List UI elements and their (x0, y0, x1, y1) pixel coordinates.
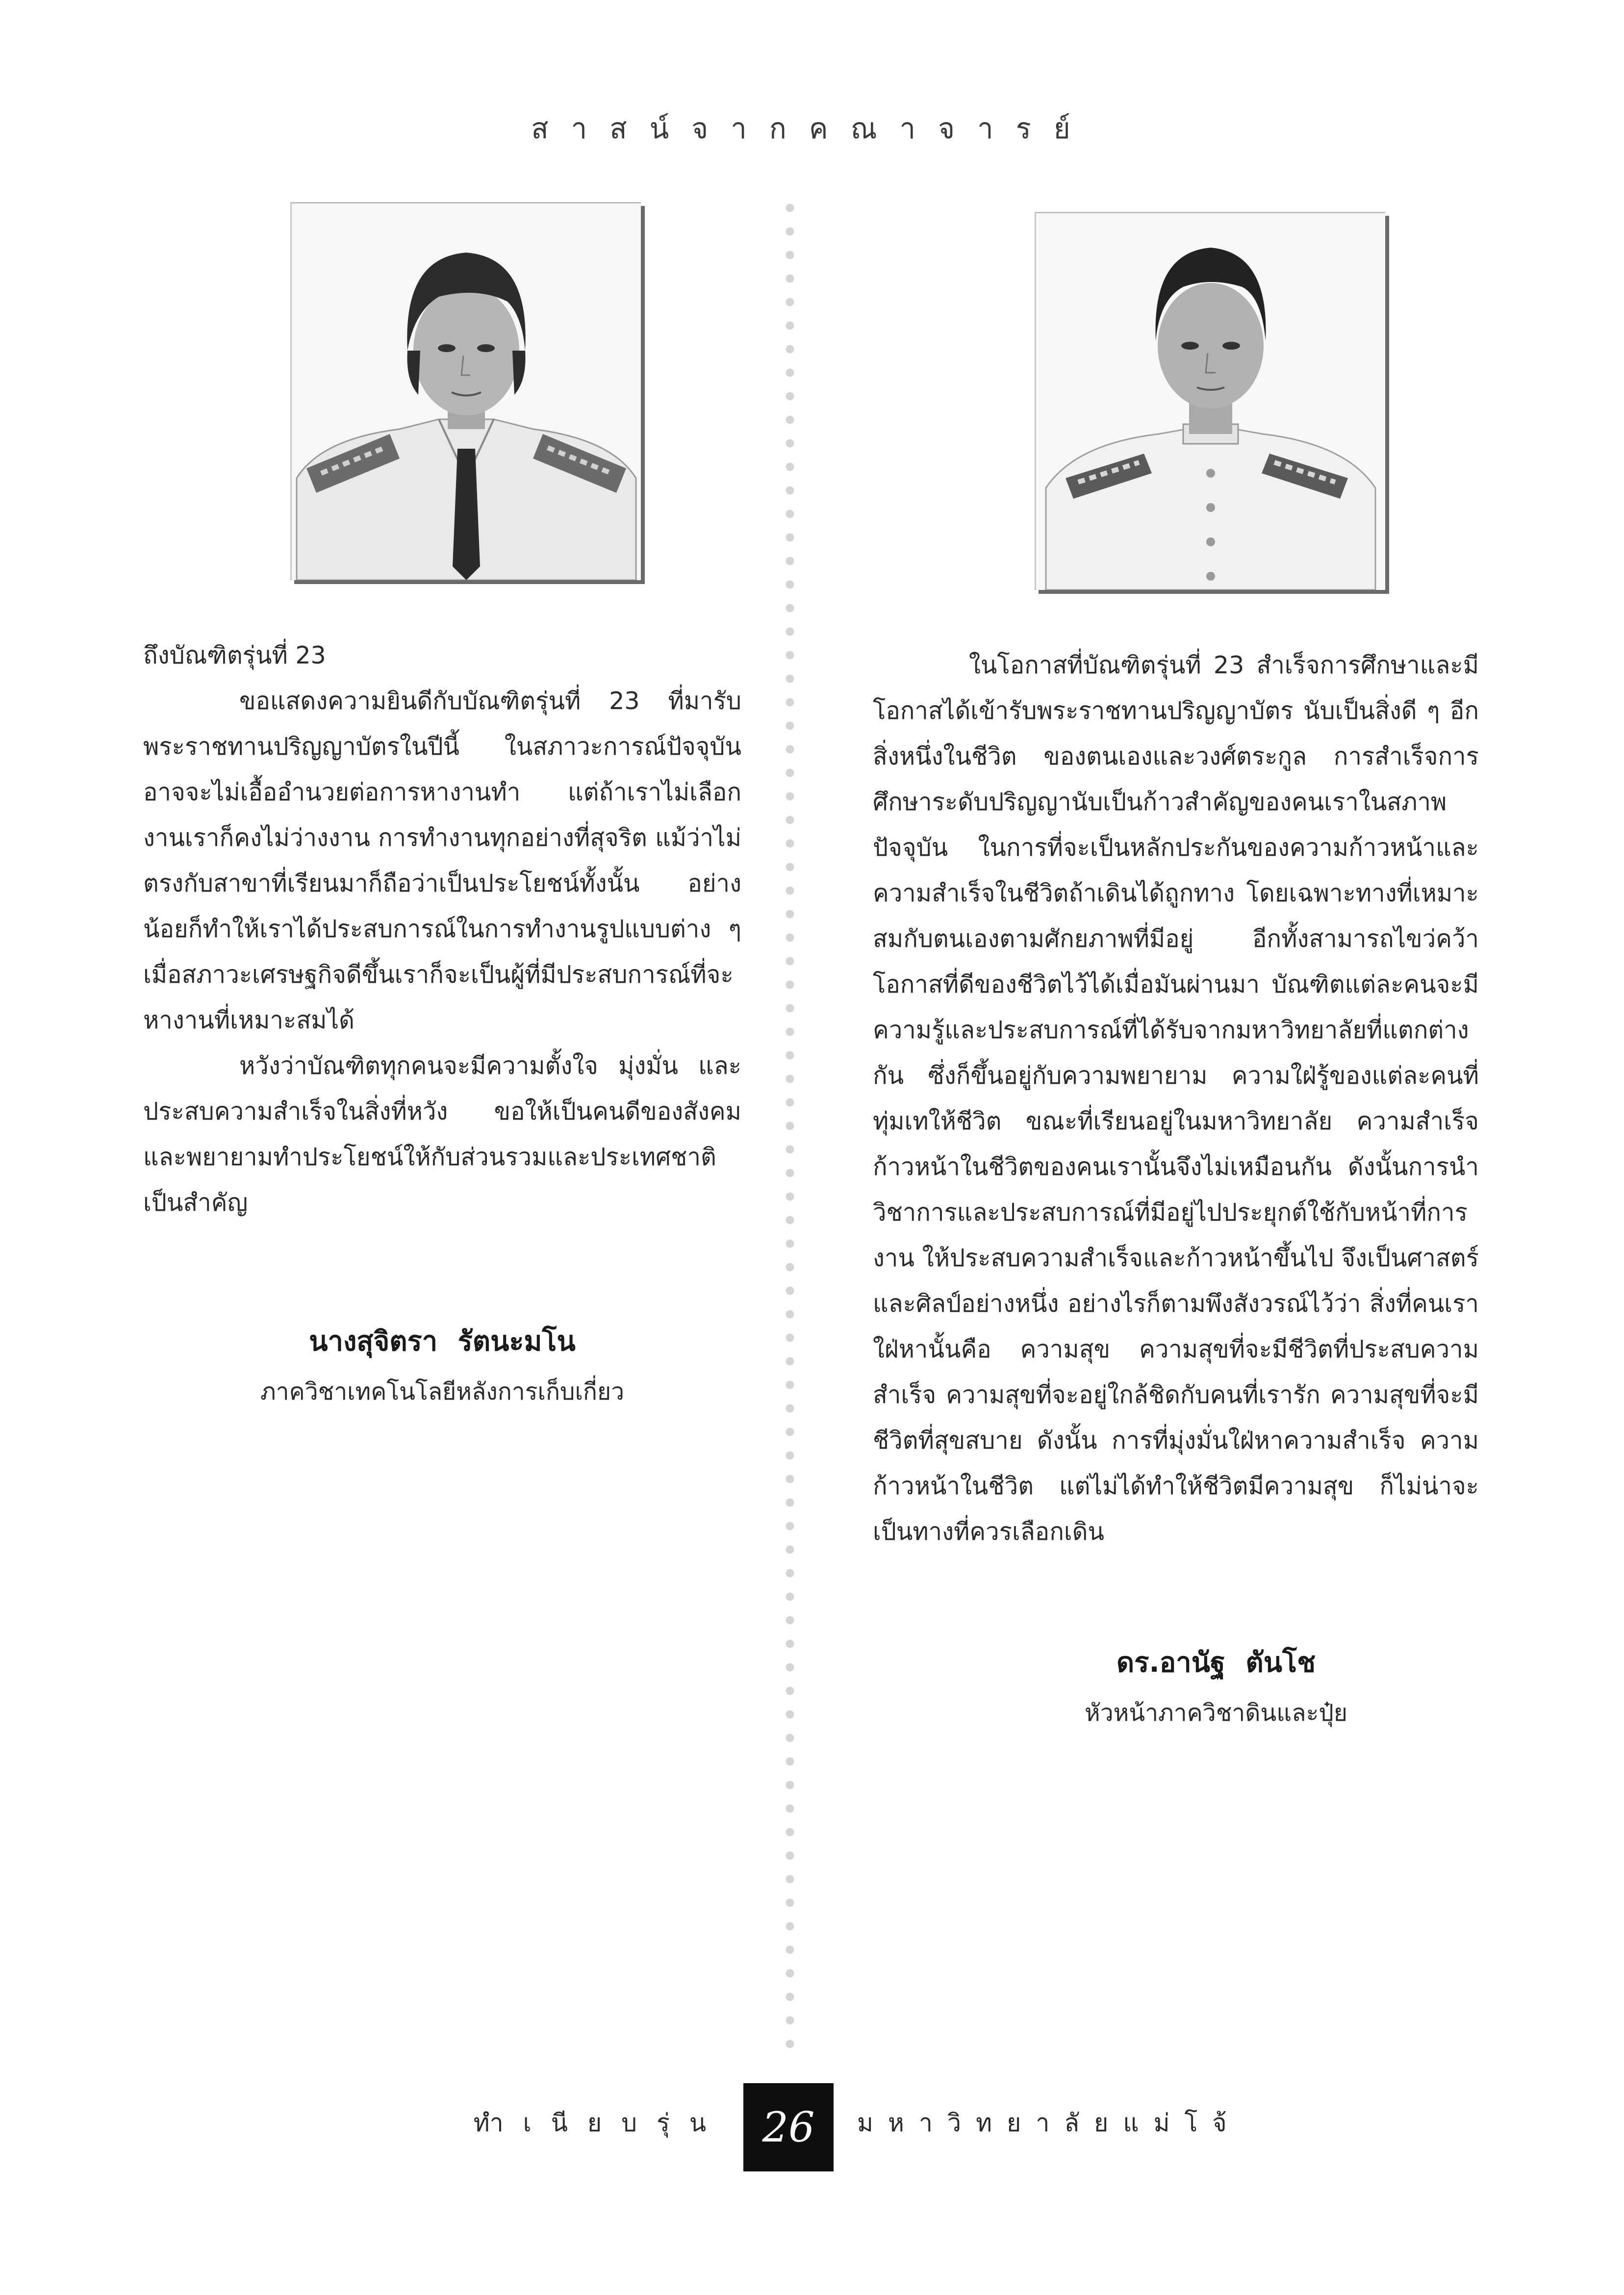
left-paragraph-2: หวังว่าบัณฑิตทุกคนจะมีความตั้งใจ มุ่งมั่น และประสบความสำเร็จในสิ่งที่หวัง ขอให้เป็นคนดีของสังคมและพยายามทำประโยชน์ให้กับส่วนรวมและประเทศชาติเป็นสำคัญ (143, 1052, 741, 1217)
portrait-photo-male-faculty (1035, 212, 1385, 590)
right-message-column (873, 642, 1479, 1555)
left-message-column (143, 633, 741, 1225)
page-number: 26 (762, 2103, 815, 2151)
footer-publication-title: ทำเนียบรุ่น (473, 2109, 726, 2137)
right-signature-department: หัวหน้าภาควิชาดินและปุ๋ย (1085, 1699, 1347, 1727)
page-header-title: สาสน์จากคณาจารย์ (531, 112, 1093, 145)
right-paragraph-1: ในโอกาสที่บัณฑิตรุ่นที่ 23 สำเร็จการศึกษาและมีโอกาสได้เข้ารับพระราชทานปริญญาบัตร นับเป็นสิ่งดี ๆ อีกสิ่งหนึ่งในชีวิต ของตนเองและวงศ์ตระกูล การสำเร็จการศึกษาระดับปริญญานับเป็นก้าวสำคัญของคนเราในสภาพปัจจุบัน ในการที่จะเป็นหลักประกันของความก้าวหน้าและความสำเร็จในชีวิตถ้าเดินได้ถูกทาง โดยเฉพาะทางที่เหมาะสมกับตนเองตามศักยภาพที่มีอยู่ อีกทั้งสามารถไขว่คว้าโอกาสที่ดีของชีวิตไว้ได้เมื่อมันผ่านมา บัณฑิตแต่ละคนจะมีความรู้และประสบการณ์ที่ได้รับจากมหาวิทยาลัยที่แตกต่างกัน ซึ่งก็ขึ้นอยู่กับความพยายาม ความใฝ่รู้ของแต่ละคนที่ทุ่มเทให้ชีวิต ขณะที่เรียนอยู่ในมหาวิทยาลัย ความสำเร็จก้าวหน้าในชีวิตของคนเรานั้นจึงไม่เหมือนกัน ดังนั้นการนำวิชาการและประสบการณ์ที่มีอยู่ไปประยุกต์ใช้กับหน้าที่การงาน ให้ประสบความสำเร็จและก้าวหน้าขึ้นไป จึงเป็นศาสตร์และศิลป์อย่างหนึ่ง อย่างไรก็ตามพึงสังวรณ์ไว้ว่า สิ่งที่คนเราใฝ่หานั้นคือ ความสุข ความสุขที่จะมีชีวิตที่ประสบความสำเร็จ ความสุขที่จะอยู่ใกล้ชิดกับคนที่เรารัก ความสุขที่จะมีชีวิตที่สุขสบาย ดังนั้น การที่มุ่งมั่นใฝ่หาความสำเร็จ ความก้าวหน้าในชีวิต แต่ไม่ได้ทำให้ชีวิตมีความสุข ก็ไม่น่าจะเป็นทางที่ควรเลือกเดิน (873, 651, 1479, 1546)
left-paragraph-1: ขอแสดงความยินดีกับบัณฑิตรุ่นที่ 23 ที่มารับพระราชทานปริญญาบัตรในปีนี้ ในสภาวะการณ์ปัจจุบันอาจจะไม่เอื้ออำนวยต่อการหางานทำ แต่ถ้าเราไม่เลือกงานเราก็คงไม่ว่างงาน การทำงานทุกอย่างที่สุจริต แม้ว่าไม่ตรงกับสาขาที่เรียนมาก็ถือว่าเป็นประโยชน์ทั้งนั้น อย่างน้อยก็ทำให้เราได้ประสบการณ์ในการทำงานรูปแบบต่าง ๆ เมื่อสภาวะเศรษฐกิจดีขึ้นเราก็จะเป็นผู้ที่มีประสบการณ์ที่จะหางานที่เหมาะสมได้ (143, 687, 741, 1034)
left-signature-name: นางสุจิตรา รัตนะมโน (309, 1326, 576, 1357)
left-signature-department: ภาควิชาเทคโนโลยีหลังการเก็บเกี่ยว (260, 1378, 625, 1405)
page-number-badge (743, 2083, 834, 2171)
footer-university-name: มหาวิทยาลัยแม่โจ้ (857, 2109, 1242, 2137)
column-divider-dots (783, 196, 797, 2050)
left-salutation: ถึงบัณฑิตรุ่นที่ 23 (143, 641, 326, 669)
portrait-photo-female-faculty (290, 202, 641, 580)
right-signature-name: ดร.อานัฐ ตันโช (1116, 1647, 1316, 1679)
